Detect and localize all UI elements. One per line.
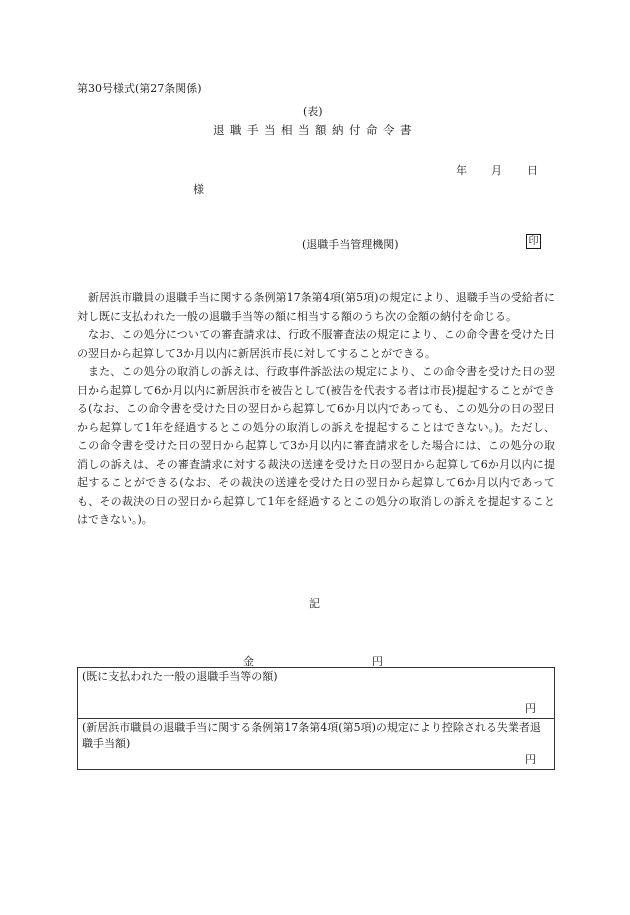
side-label: (表) bbox=[303, 105, 323, 118]
addressee-suffix: 様 bbox=[193, 183, 204, 196]
issuer-label: (退職手当管理機関) bbox=[302, 238, 399, 251]
ki-heading: 記 bbox=[309, 597, 320, 610]
document-title: 退職手当相当額納付命令書 bbox=[213, 123, 417, 137]
breakdown-unit: 円 bbox=[525, 753, 536, 766]
seal-mark: 印 bbox=[526, 234, 541, 249]
body-paragraph-order: 新居浜市職員の退職手当に関する条例第17条第4項(第5項)の規定により、退職手当の受給者に対し既に支払われた一般の退職手当等の額に相当する額のうち次の金額の納付を命じる。 bbox=[77, 291, 555, 323]
amount-unit: 円 bbox=[372, 655, 383, 668]
breakdown-label: (既に支払われた一般の退職手当等の額) bbox=[82, 670, 278, 683]
amount-label: 金 bbox=[243, 655, 254, 668]
date-day-label: 日 bbox=[527, 164, 538, 177]
breakdown-label: (新居浜市職員の退職手当に関する条例第17条第4項(第5項)の規定により控除される失業者退職手当額) bbox=[82, 721, 541, 750]
order-body bbox=[77, 289, 555, 530]
date-year-label: 年 bbox=[456, 164, 467, 177]
date-month-label: 月 bbox=[491, 164, 502, 177]
form-number-label: 第30号様式(第27条関係) bbox=[77, 82, 202, 95]
body-paragraph-lawsuit: また、この処分の取消しの訴えは、行政事件訴訟法の規定により、この命令書を受けた日の翌日から起算して6か月以内に新居浜市を被告として(被告を代表する者は市長)提起することができる(なお、この命令書を受けた日の翌日から起算して6か月以内であっても、この処分の日の翌日から起算して1年を経過するとこの処分の取消しの訴えを提起することはできない。)。ただし、この命令書を受けた日の翌日から起算して3か月以内に審査請求をした場合には、この処分の取消しの訴えは、その審査請求に対する裁決の送達を受けた日の翌日から起算して6か月以内に提起することができる(なお、その裁決の送達を受けた日の翌日から起算して6か月以内であっても、その裁決の日の翌日から起算して1年を経過するとこの処分の取消しの訴えを提起することはできない。)。 bbox=[77, 365, 555, 526]
breakdown-row-deducted bbox=[78, 718, 554, 769]
amount-breakdown-table bbox=[77, 667, 555, 770]
body-paragraph-appeal: なお、この処分についての審査請求は、行政不服審査法の規定により、この命令書を受けた日の翌日から起算して3か月以内に新居浜市長に対してすることができる。 bbox=[77, 328, 555, 360]
breakdown-row-paid bbox=[78, 668, 554, 718]
breakdown-unit: 円 bbox=[525, 702, 536, 715]
